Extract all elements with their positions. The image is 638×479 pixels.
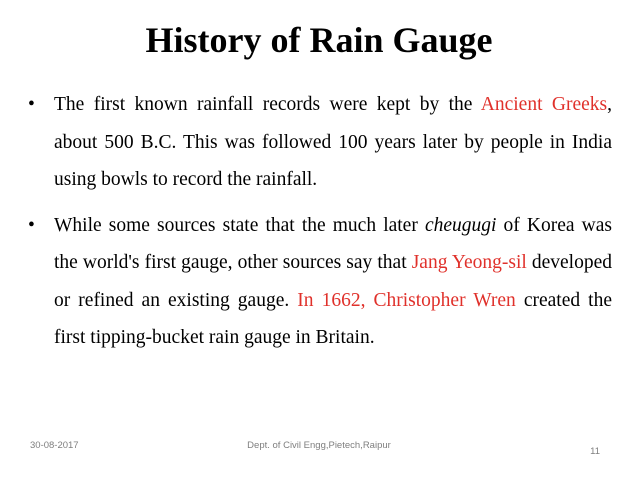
text-segment: While some sources state that the much later	[54, 214, 425, 236]
footer-department: Dept. of Civil Engg,Pietech,Raipur	[247, 440, 391, 451]
bullet-list	[28, 86, 612, 365]
text-segment: of Korea was the world's first gauge, other sources say that	[54, 214, 612, 273]
footer-date: 30-08-2017	[30, 440, 79, 451]
bullet-dot-icon: •	[28, 214, 35, 236]
text-segment: The first known rainfall records were kept by the	[54, 94, 481, 115]
italic-text: cheugugi	[424, 214, 497, 236]
text-segment: created the first tipping-bucket rain gauge in Britain.	[54, 289, 612, 348]
highlighted-text: Jang Yeong-sil	[411, 252, 527, 273]
bullet-text	[54, 215, 612, 349]
highlighted-text: Ancient Greeks	[480, 94, 608, 115]
bullet-item-2	[28, 207, 612, 357]
page-number: 11	[590, 446, 600, 457]
text-segment: , about 500 B.C. This was followed 100 years later by people in India using bowls to record the rainfall.	[54, 94, 613, 190]
highlighted-text: In 1662, Christopher Wren	[297, 289, 516, 311]
text-segment: developed or refined an existing gauge.	[54, 252, 612, 311]
bullet-dot-icon: •	[28, 94, 35, 115]
slide-title: History of Rain Gauge	[145, 20, 493, 60]
bullet-text	[54, 94, 612, 190]
bullet-item-1	[28, 86, 612, 199]
